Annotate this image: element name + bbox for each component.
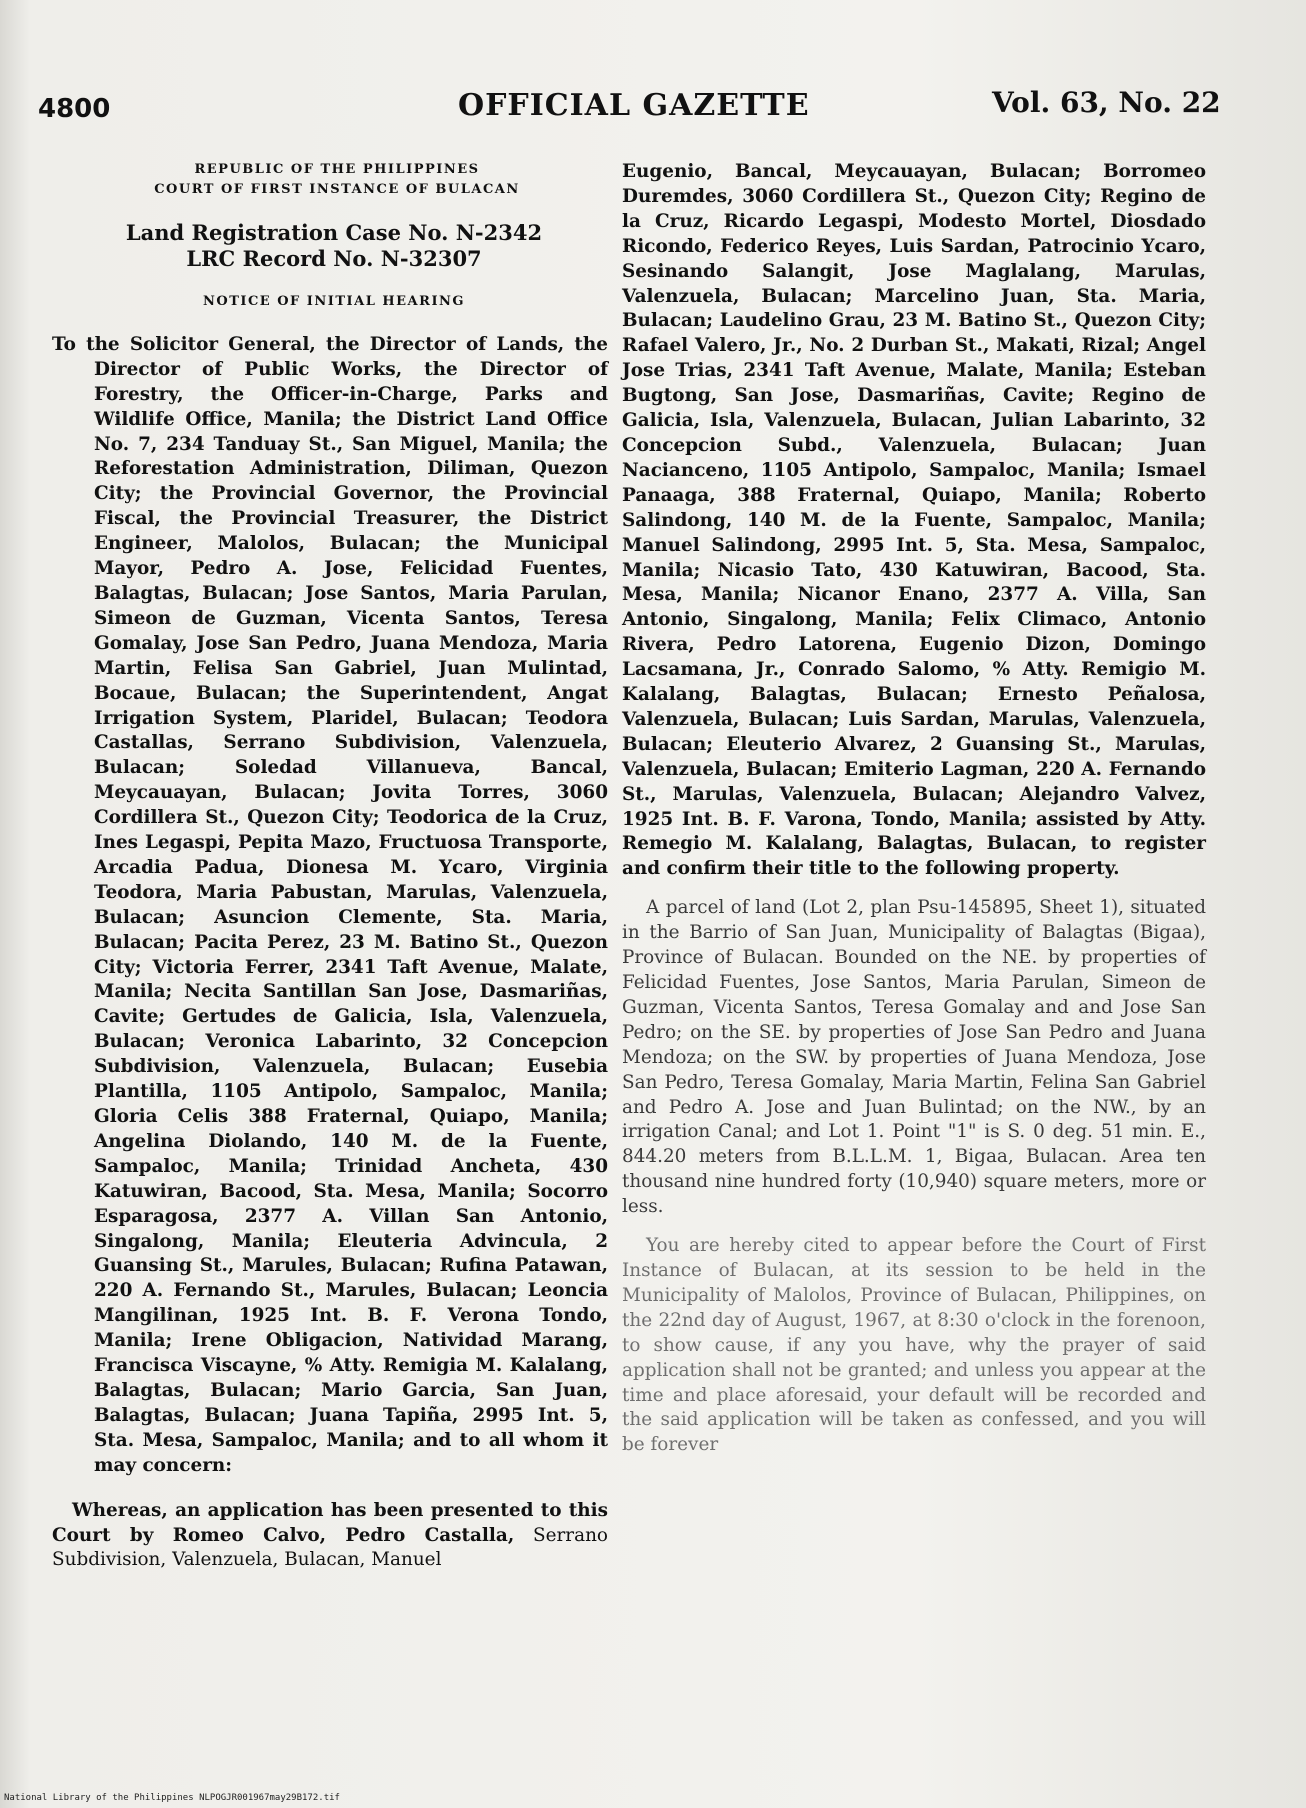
property-description: A parcel of land (Lot 2, plan Psu-145895, Sheet 1), situated in the Barrio of San Juan, Municipality of Balagtas (Bigaa), Province of Bulacan. Bounded on the NE. by properties of Felicidad Fuentes, Jose Santos, Maria Parulan, Simeon de Guzman, Vicenta Santos, Teresa Gomalay and and Jose San Pedro; on the SE. by properties of Jose San Pedro and Juana Mendoza; on the SW. by properties of Juana Mendoza, Jose San Pedro, Teresa Gomalay, Maria Martin, Felina San Gabriel and Pedro A. Jose and Juan Bulintad; on the NW., by an irrigation Canal; and Lot 1. Point "1" is S. 0 deg. 51 min. E., 844.20 meters from B.L.L.M. 1, Bigaa, Bulacan. Area ten thousand nine hundred forty (10,940) square meters, more or less.	[622, 897, 1206, 1218]
publication-title: OFFICIAL GAZETTE	[458, 88, 810, 123]
case-line-1: Land Registration Case No. N-2342	[125, 220, 543, 245]
court-line-1: REPUBLIC OF THE PHILIPPINES	[194, 162, 480, 177]
whereas-continuation: Serrano Subdivision, Valenzuela, Bulacan, Manuel	[52, 1524, 608, 1571]
court-name	[66, 160, 608, 200]
case-line-2: LRC Record No. N-32307	[186, 246, 482, 271]
court-line-2: COURT OF FIRST INSTANCE OF BULACAN	[154, 182, 520, 197]
right-column	[622, 160, 1206, 1458]
page-header	[0, 82, 1306, 132]
volume-number: Vol. 63, No. 22	[992, 86, 1221, 119]
whereas-text: Whereas, an application has been presented to this Court by Romeo Calvo, Pedro Castalla,	[52, 1499, 608, 1546]
whereas-paragraph	[52, 1499, 608, 1574]
applicants-continuation: Eugenio, Bancal, Meycauayan, Bulacan; Borromeo Duremdes, 3060 Cordillera St., Quezon City; Regino de la Cruz, Ricardo Legaspi, Modesto Mortel, Diosdado Ricondo, Federico Reyes, Luis Sardan, Patrocinio Ycaro, Sesinando Salangit, Jose Maglalang, Marulas, Valenzuela, Bulacan; Marcelino Juan, Sta. Maria, Bulacan; Laudelino Grau, 23 M. Batino St., Quezon City; Rafael Valero, Jr., No. 2 Durban St., Makati, Rizal; Angel Jose Trias, 2341 Taft Avenue, Malate, Manila; Esteban Bugtong, San Jose, Dasmariñas, Cavite; Regino de Galicia, Isla, Valenzuela, Bulacan, Julian Labarinto, 32 Concepcion Subd., Valenzuela, Bulacan; Juan Nacianceno, 1105 Antipolo, Sampaloc, Manila; Ismael Panaaga, 388 Fraternal, Quiapo, Manila; Roberto Salindong, 140 M. de la Fuente, Sampaloc, Manila; Manuel Salindong, 2995 Int. 5, Sta. Mesa, Sampaloc, Manila; Nicasio Tato, 430 Katuwiran, Bacood, Sta. Mesa, Manila; Nicanor Enano, 2377 A. Villa, San Antonio, Singalong, Manila; Felix Climaco, Antonio Rivera, Pedro Latorena, Eugenio Dizon, Domingo Lacsamana, Jr., Conrado Salomo, % Atty. Remigio M. Kalalang, Balagtas, Bulacan; Ernesto Peñalosa, Valenzuela, Bulacan; Luis Sardan, Marulas, Valenzuela, Bulacan; Eleuterio Alvarez, 2 Guansing St., Marulas, Valenzuela, Bulacan; Emiterio Lagman, 220 A. Fernando St., Marulas, Valenzuela, Bulacan; Alejandro Valvez, 1925 Int. B. F. Varona, Tondo, Manila; assisted by Atty. Remegio M. Kalalang, Balagtas, Bulacan, to register and confirm their title to the following property.	[622, 161, 1206, 880]
case-number	[60, 220, 608, 272]
scan-footer: National Library of the Philippines NLPOGJR001967may29B172.tif	[4, 1793, 340, 1803]
page-number: 4800	[38, 94, 111, 124]
notice-heading: NOTICE OF INITIAL HEARING	[202, 294, 466, 309]
citation-paragraph: You are hereby cited to appear before the Court of First Instance of Bulacan, at its session to be held in the Municipality of Malolos, Province of Bulacan, Philippines, on the 22nd day of August, 1967, at 8:30 o'clock in the forenoon, to show cause, if any you have, why the prayer of said application shall not be granted; and unless you appear at the time and place aforesaid, your default will be recorded and the said application will be taken as confessed, and you will be forever	[622, 1235, 1206, 1456]
addressees-paragraph: To the Solicitor General, the Director of Lands, the Director of Public Works, the Director of Forestry, the Officer-in-Charge, Parks and Wildlife Office, Manila; the District Land Office No. 7, 234 Tanduay St., San Miguel, Manila; the Reforestation Administration, Diliman, Quezon City; the Provincial Governor, the Provincial Fiscal, the Provincial Treasurer, the District Engineer, Malolos, Bulacan; the Municipal Mayor, Pedro A. Jose, Felicidad Fuentes, Balagtas, Bulacan; Jose Santos, Maria Parulan, Simeon de Guzman, Vicenta Santos, Teresa Gomalay, Jose San Pedro, Juana Mendoza, Maria Martin, Felisa San Gabriel, Juan Mulintad, Bocaue, Bulacan; the Superintendent, Angat Irrigation System, Plaridel, Bulacan; Teodora Castallas, Serrano Subdivision, Valenzuela, Bulacan; Soledad Villanueva, Bancal, Meycauayan, Bulacan; Jovita Torres, 3060 Cordillera St., Quezon City; Teodorica de la Cruz, Ines Legaspi, Pepita Mazo, Fructuosa Transporte, Arcadia Padua, Dionesa M. Ycaro, Virginia Teodora, Maria Pabustan, Marulas, Valenzuela, Bulacan; Asuncion Clemente, Sta. Maria, Bulacan; Pacita Perez, 23 M. Batino St., Quezon City; Victoria Ferrer, 2341 Taft Avenue, Malate, Manila; Necita Santillan San Jose, Dasmariñas, Cavite; Gertudes de Galicia, Isla, Valenzuela, Bulacan; Veronica Labarinto, 32 Concepcion Subdivision, Valenzuela, Bulacan; Eusebia Plantilla, 1105 Antipolo, Sampaloc, Manila; Gloria Celis 388 Fraternal, Quiapo, Manila; Angelina Diolando, 140 M. de la Fuente, Sampaloc, Manila; Trinidad Ancheta, 430 Katuwiran, Bacood, Sta. Mesa, Manila; Socorro Esparagosa, 2377 A. Villan San Antonio, Singalong, Manila; Eleuteria Advincula, 2 Guansing St., Marules, Bulacan; Rufina Patawan, 220 A. Fernando St., Marules, Bulacan; Leoncia Mangilinan, 1925 Int. B. F. Verona Tondo, Manila; Irene Obligacion, Natividad Marang, Francisca Viscayne, % Atty. Remigia M. Kalalang, Balagtas, Bulacan; Mario Garcia, San Juan, Balagtas, Bulacan; Juana Tapiña, 2995 Int. 5, Sta. Mesa, Sampaloc, Manila; and to all whom it may concern:	[52, 333, 608, 1476]
left-column	[52, 160, 608, 1573]
